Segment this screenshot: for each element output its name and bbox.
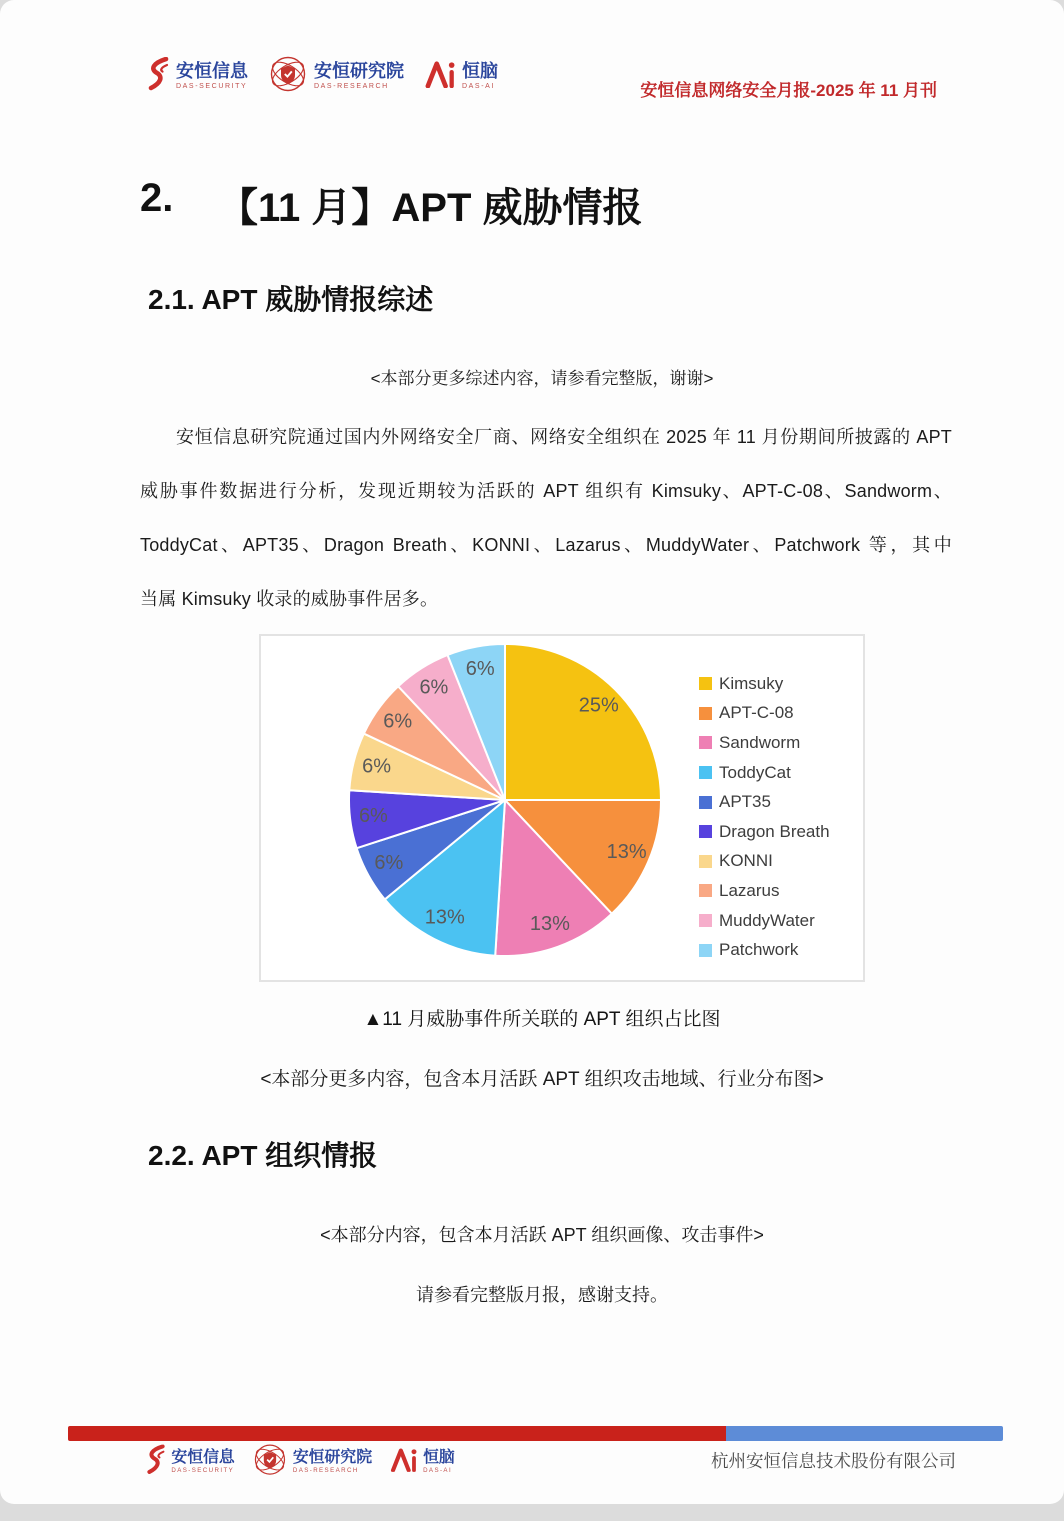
legend-label: Lazarus bbox=[719, 880, 780, 900]
header-logos bbox=[146, 54, 498, 99]
das-research-logo-name: 安恒研究院 bbox=[314, 61, 404, 82]
legend-item bbox=[699, 847, 830, 877]
legend-label: ToddyCat bbox=[719, 762, 791, 782]
paragraph-line: ToddyCat、APT35、Dragon Breath、KONNI、Lazarus、MuddyWater、Patchwork 等，其中 bbox=[140, 535, 952, 555]
pie-slice-label: 6% bbox=[358, 804, 388, 827]
das-ai-logo-name: 恒脑 bbox=[462, 61, 498, 82]
legend-item bbox=[699, 669, 830, 699]
pie-slice-label: 6% bbox=[419, 676, 449, 699]
pie-chart-legend bbox=[699, 669, 830, 965]
pie-slice-label: 6% bbox=[465, 657, 495, 680]
das-ai-logo-sub: DAS-AI bbox=[423, 1467, 453, 1474]
legend-label: Patchwork bbox=[719, 940, 799, 960]
legend-label: APT-C-08 bbox=[719, 703, 794, 723]
legend-item bbox=[699, 817, 830, 847]
apt-share-pie-chart bbox=[259, 634, 865, 982]
das-ai-logo-name: 恒脑 bbox=[423, 1448, 455, 1467]
paragraph-line: 安恒信息研究院通过国内外网络安全厂商、网络安全组织在 2025 年 11 月份期间所披露的 APT bbox=[176, 427, 952, 447]
chapter-title-text: 【11 月】APT 威胁情报 bbox=[218, 186, 643, 230]
legend-item bbox=[699, 906, 830, 936]
legend-swatch bbox=[699, 736, 712, 749]
legend-label: MuddyWater bbox=[719, 910, 815, 930]
section-2-2-thanks: 请参看完整版月报，感谢支持。 bbox=[416, 1285, 668, 1305]
legend-label: Kimsuky bbox=[719, 673, 784, 693]
report-edition-title: 安恒信息网络安全月报-2025 年 11 月刊 bbox=[640, 81, 937, 100]
pie-slice-label: 6% bbox=[374, 852, 404, 875]
pie-slice-label: 13% bbox=[606, 840, 647, 863]
das-research-logo-icon bbox=[268, 54, 308, 99]
legend-label: KONNI bbox=[719, 851, 773, 871]
das-security-logo-name: 安恒信息 bbox=[171, 1448, 235, 1467]
footer-company-name: 杭州安恒信息技术股份有限公司 bbox=[711, 1451, 956, 1471]
chapter-number: 2. bbox=[140, 176, 174, 220]
legend-item bbox=[699, 728, 830, 758]
legend-label: Dragon Breath bbox=[719, 821, 830, 841]
paragraph-line: 威胁事件数据进行分析，发现近期较为活跃的 APT 组织有 Kimsuky、APT-C-08、Sandworm、 bbox=[140, 481, 952, 501]
das-research-logo bbox=[268, 54, 404, 99]
das-security-logo bbox=[146, 57, 248, 96]
pie-slice-label: 6% bbox=[362, 755, 392, 778]
legend-swatch bbox=[699, 944, 712, 957]
legend-item bbox=[699, 787, 830, 817]
legend-swatch bbox=[699, 796, 712, 809]
legend-swatch bbox=[699, 855, 712, 868]
legend-label: Sandworm bbox=[719, 732, 801, 752]
footer-bar-red-segment bbox=[68, 1426, 726, 1441]
das-ai-logo bbox=[390, 1447, 455, 1476]
footer-logos bbox=[145, 1442, 455, 1482]
legend-swatch bbox=[699, 677, 712, 690]
das-research-logo-sub: DAS-RESEARCH bbox=[292, 1467, 359, 1474]
das-research-logo bbox=[252, 1442, 372, 1482]
intro-paragraph bbox=[140, 410, 952, 626]
chart-extra-note: <本部分更多内容，包含本月活跃 APT 组织攻击地域、行业分布图> bbox=[260, 1069, 824, 1090]
das-security-logo bbox=[145, 1445, 235, 1479]
das-ai-logo-icon bbox=[424, 60, 456, 93]
das-ai-logo bbox=[424, 60, 498, 93]
das-security-logo-sub: DAS-SECURITY bbox=[176, 83, 248, 91]
pie-slice-kimsuky bbox=[505, 644, 661, 800]
legend-item bbox=[699, 699, 830, 729]
das-ai-logo-sub: DAS-AI bbox=[462, 83, 495, 91]
chapter-title bbox=[140, 176, 643, 233]
legend-item bbox=[699, 758, 830, 788]
pie-slice-label: 13% bbox=[424, 906, 465, 929]
das-security-logo-icon bbox=[146, 57, 170, 96]
das-security-logo-icon bbox=[145, 1445, 166, 1479]
section-2-2-heading: 2.2. APT 组织情报 bbox=[148, 1140, 378, 1171]
legend-label: APT35 bbox=[719, 792, 771, 812]
legend-item bbox=[699, 876, 830, 906]
legend-swatch bbox=[699, 766, 712, 779]
das-research-logo-icon bbox=[252, 1442, 287, 1482]
section-2-1-note: <本部分更多综述内容，请参看完整版，谢谢> bbox=[370, 369, 714, 388]
das-security-logo-sub: DAS-SECURITY bbox=[171, 1467, 235, 1474]
das-ai-logo-icon bbox=[390, 1447, 418, 1476]
footer-divider-bar bbox=[68, 1426, 1003, 1441]
pie-slice-label: 6% bbox=[383, 710, 413, 733]
legend-swatch bbox=[699, 707, 712, 720]
legend-swatch bbox=[699, 825, 712, 838]
das-research-logo-name: 安恒研究院 bbox=[292, 1448, 373, 1467]
legend-swatch bbox=[699, 884, 712, 897]
footer-bar-blue-segment bbox=[726, 1426, 1003, 1441]
pie-slice-label: 13% bbox=[529, 913, 570, 936]
section-2-2-note: <本部分内容，包含本月活跃 APT 组织画像、攻击事件> bbox=[320, 1225, 764, 1245]
legend-item bbox=[699, 935, 830, 965]
das-research-logo-sub: DAS-RESEARCH bbox=[314, 83, 389, 91]
legend-swatch bbox=[699, 914, 712, 927]
section-2-1-heading: 2.1. APT 威胁情报综述 bbox=[148, 284, 434, 315]
pie-slice-label: 25% bbox=[578, 694, 619, 717]
das-security-logo-name: 安恒信息 bbox=[176, 61, 248, 82]
chart-caption: ▲11 月威胁事件所关联的 APT 组织占比图 bbox=[363, 1009, 721, 1030]
paragraph-line: 当属 Kimsuky 收录的威胁事件居多。 bbox=[140, 589, 439, 609]
